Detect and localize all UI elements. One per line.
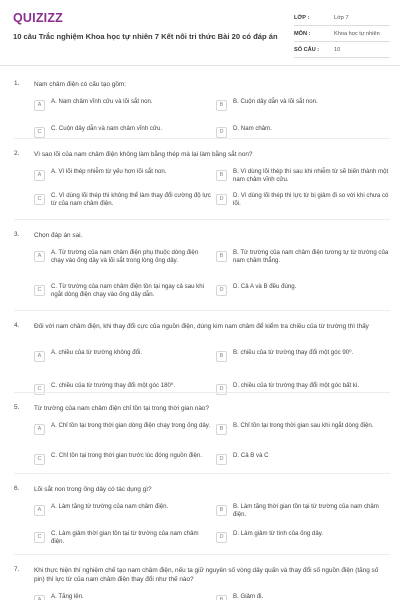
question-number: 7. [14, 566, 20, 573]
meta-row-count [294, 42, 390, 58]
answer-option-c[interactable] [34, 192, 211, 212]
answer-option-a[interactable] [34, 422, 211, 442]
question-number: 2. [14, 150, 20, 157]
meta-row-subject [294, 26, 390, 42]
quizizz-logo[interactable]: QUIZIZZ [13, 11, 64, 25]
answer-option-b[interactable] [216, 593, 393, 600]
meta-label: LỚP : [294, 14, 310, 21]
question-text: Lõi sắt non trong ống dây có tác dụng gì? [34, 486, 152, 493]
option-text: A. chiều của từ trường không đổi. [51, 349, 143, 356]
meta-row-class [294, 10, 390, 26]
option-text: A. Nam châm vĩnh cửu và lõi sắt non. [51, 98, 153, 105]
answer-option-b[interactable] [216, 503, 393, 523]
answer-option-c[interactable] [34, 283, 211, 303]
option-letter-badge: D [216, 127, 227, 138]
option-letter-badge: A [34, 100, 45, 111]
question-divider [14, 473, 390, 474]
question-text: Đối với nam châm điện, khi thay đổi cực của nguồn điện, dùng kim nam châm để kiểm tra chiều của từ trường thì thấy [34, 323, 369, 330]
option-letter-badge: A [34, 351, 45, 362]
option-letter-badge: A [34, 251, 45, 262]
meta-label: MÔN : [294, 30, 311, 37]
option-letter-badge: B [216, 251, 227, 262]
question-text: Khi thực hiện thí nghiệm chế tạo nam châm điện, nếu ta giữ nguyên số vòng dây quấn và thay đổi số nguồn điện (tăng số pin) thì lực từ của nam châm điện thay đổi như thế nào? [34, 567, 379, 583]
meta-label: SỐ CÂU : [294, 46, 320, 53]
option-letter-badge: A [34, 170, 45, 181]
option-text: B. Vì dùng lõi thép thì sau khi nhiễm từ sẽ biến thành một nam châm vĩnh cửu. [233, 168, 389, 183]
option-letter-badge: C [34, 285, 45, 296]
option-text: A. Tăng lên. [51, 593, 84, 600]
answer-option-d[interactable] [216, 192, 393, 212]
question-number: 1. [14, 80, 20, 87]
answer-option-c[interactable] [34, 125, 201, 145]
option-text: D. Cả A và B đều đúng. [233, 283, 297, 290]
question-number: 5. [14, 404, 20, 411]
option-text: B. Làm tăng thời gian tồn tại từ trường của nam châm điện. [233, 503, 379, 518]
option-text: D. chiều của từ trường thay đổi một góc bất kì. [233, 382, 360, 389]
option-text: C. Làm giảm thời gian tồn tại từ trường của nam châm điện. [51, 530, 199, 545]
option-letter-badge: C [34, 532, 45, 543]
option-letter-badge: C [34, 454, 45, 465]
option-text: C. Chỉ tồn tại trong thời gian trước lúc đóng nguồn điện. [51, 452, 202, 459]
option-letter-badge: A [34, 505, 45, 516]
option-text: B. Từ trường của nam châm điện tương tự từ trường của nam châm thẳng. [233, 249, 389, 264]
worksheet-meta [294, 10, 390, 58]
option-text: A. Chỉ tồn tại trong thời gian dòng điện chạy trong ống dây. [51, 422, 211, 429]
answer-option-b[interactable] [216, 349, 393, 369]
option-letter-badge: C [34, 194, 45, 205]
page-title: 10 câu Trắc nghiệm Khoa học tự nhiên 7 Kết nối tri thức Bài 20 có đáp án [13, 32, 278, 41]
option-letter-badge: D [216, 285, 227, 296]
option-text: D. Nam châm. [233, 125, 272, 132]
option-letter-badge: D [216, 384, 227, 395]
answer-option-a[interactable] [34, 249, 211, 269]
option-text: A. Làm tăng từ trường của nam châm điện. [51, 503, 169, 510]
answer-option-b[interactable] [216, 168, 393, 188]
answer-option-b[interactable] [216, 422, 393, 442]
answer-option-d[interactable] [216, 125, 383, 145]
option-letter-badge: B [216, 351, 227, 362]
answer-option-b[interactable] [216, 249, 393, 269]
answer-option-d[interactable] [216, 283, 393, 303]
option-letter-badge: A [34, 595, 45, 600]
option-text: C. Từ trường của nam châm điện tồn tại ngay cả sau khi ngắt dòng điện chạy vào ống dây dẫn. [51, 283, 204, 298]
option-text: D. Làm giảm từ tính của ống dây. [233, 530, 324, 537]
question-text: Từ trường của nam châm điện chỉ tồn tại trong thời gian nào? [34, 405, 210, 412]
question-text: Chọn đáp án sai. [34, 232, 83, 239]
answer-option-a[interactable] [34, 349, 211, 369]
option-text: C. Vì dùng lõi thép thì không thể làm thay đổi cường độ lực từ của nam châm điện. [51, 192, 211, 207]
option-letter-badge: C [34, 384, 45, 395]
question-divider [14, 554, 390, 555]
option-letter-badge: B [216, 505, 227, 516]
option-letter-badge: D [216, 454, 227, 465]
question-text: Vì sao lõi của nam châm điện không làm bằng thép mà lại làm bằng sắt non? [34, 151, 253, 158]
answer-option-a[interactable] [34, 503, 211, 523]
option-text: B. Chỉ tồn tại trong thời gian sau khi ngắt dòng điện. [233, 422, 374, 429]
option-text: D. Cả B và C [233, 452, 269, 459]
option-text: C. Cuộn dây dẫn và nam châm vĩnh cửu. [51, 125, 163, 132]
option-letter-badge: C [34, 127, 45, 138]
question-text: Nam châm điện có cấu tạo gồm: [34, 81, 126, 88]
option-letter-badge: D [216, 194, 227, 205]
meta-value: Khoa học tự nhiên [334, 30, 380, 37]
answer-option-d[interactable] [216, 530, 393, 550]
option-text: C. chiều của từ trường thay đổi một góc 180⁰. [51, 382, 176, 389]
option-letter-badge: B [216, 424, 227, 435]
question-number: 4. [14, 322, 20, 329]
question-divider [14, 310, 390, 311]
worksheet-header [0, 0, 400, 66]
question-number: 6. [14, 485, 20, 492]
answer-option-a[interactable] [34, 98, 201, 118]
option-text: B. Giảm đi. [233, 593, 264, 600]
answer-option-a[interactable] [34, 168, 211, 188]
answer-option-c[interactable] [34, 530, 211, 550]
option-text: A. Vì lõi thép nhiễm từ yếu hơn lõi sắt non. [51, 168, 167, 175]
option-letter-badge: A [34, 424, 45, 435]
question-divider [14, 219, 390, 220]
option-letter-badge: B [216, 170, 227, 181]
meta-value: 10 [334, 46, 341, 53]
option-letter-badge: B [216, 100, 227, 111]
option-text: B. chiều của từ trường thay đổi một góc 90⁰. [233, 349, 354, 356]
question-number: 3. [14, 231, 20, 238]
option-text: B. Cuộn dây dẫn và lõi sắt non. [233, 98, 318, 105]
option-text: A. Từ trường của nam châm điện phụ thuộc dòng điện chạy vào ống dây và lõi sắt trong lòng ống dây. [51, 249, 199, 264]
option-letter-badge: D [216, 532, 227, 543]
option-letter-badge: B [216, 595, 227, 600]
question-divider [14, 138, 390, 139]
answer-option-c[interactable] [34, 452, 211, 472]
answer-option-b[interactable] [216, 98, 383, 118]
meta-value: Lớp 7 [334, 14, 349, 21]
question-divider [14, 392, 390, 393]
answer-option-d[interactable] [216, 452, 393, 472]
option-text: D. Vì dùng lõi thép thì lực từ bị giảm đi so với khi chưa có lõi. [233, 192, 389, 207]
answer-option-a[interactable] [34, 593, 211, 600]
